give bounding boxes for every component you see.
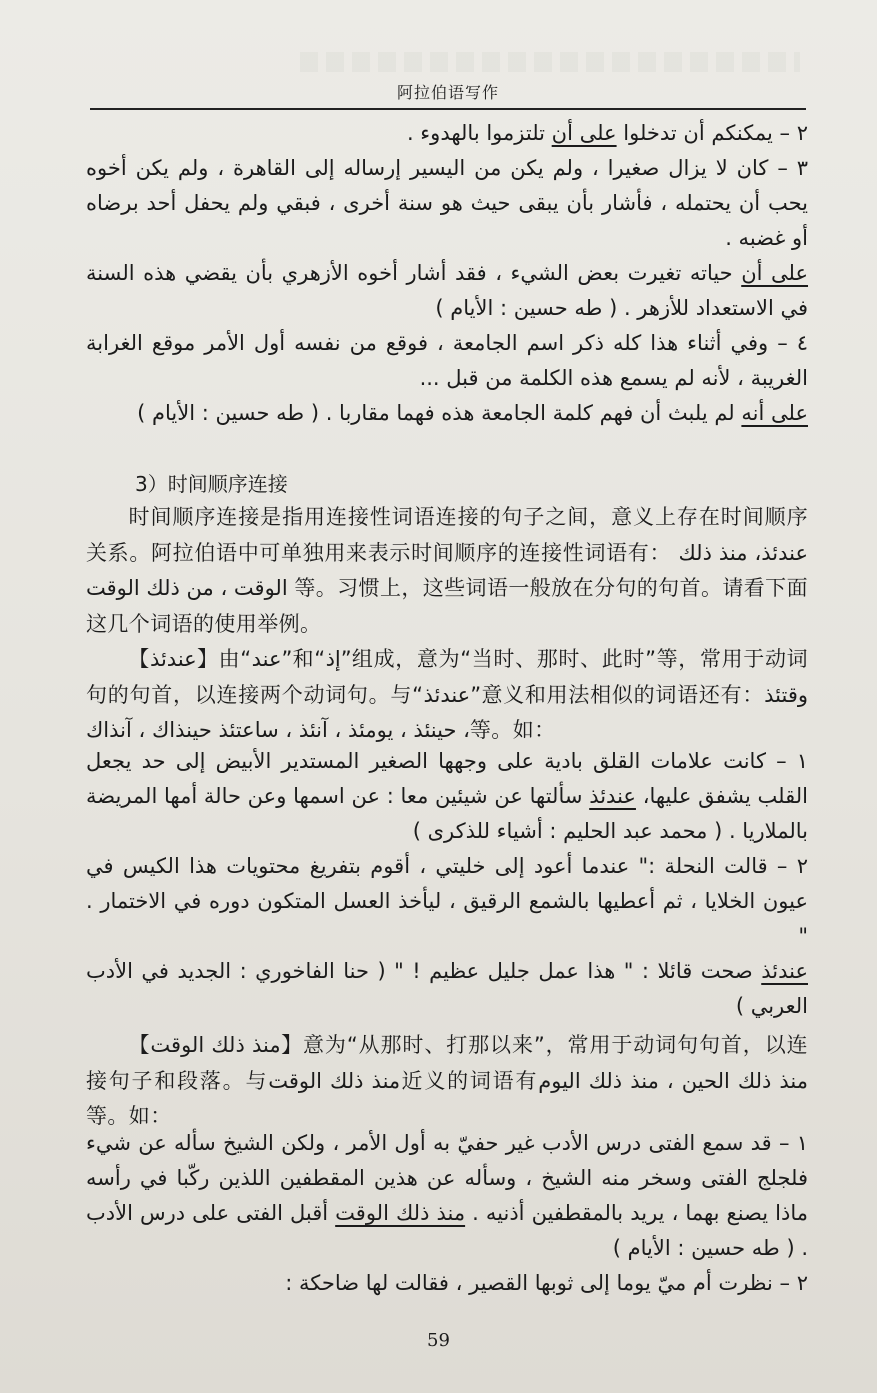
example-3-continuation: على أن حياته تغيرت بعض الشيء ، فقد أشار أخوه الأزهري بأن يقضي هذه السنة في الاستعداد للأزهر . ( طه حسين : الأيام ) <box>86 261 809 320</box>
example-2: ٢ – قالت النحلة :" عندما أعود إلى خليتي ، أقوم بتفريغ محتويات هذا الكيس في عيون الخلايا ، ثم أعطيها بالشمع الرقيق ، ليأخذ العسل المتكون دوره في الاختمار . " <box>86 854 808 948</box>
term-keyword: 【عندئذ】 <box>128 647 219 671</box>
header-rule <box>90 108 806 110</box>
arabic-term: عندئذ، <box>754 540 808 565</box>
term-keyword: 【منذ ذلك الوقت】 <box>128 1033 304 1057</box>
example-4-continuation: على أنه لم يلبث أن فهم كلمة الجامعة هذه فهما مقاربا . ( طه حسين : الأيام ) <box>137 401 808 425</box>
running-header: 阿拉伯语写作 <box>396 83 499 102</box>
arabic-term: منذ ذلك الوقت ، من ذلك الوقت <box>86 540 748 600</box>
chinese-term-paragraph-2: 【منذ ذلك الوقت】意为“从那时、打那以来”，常用于动词句句首，以连接句子和段落。与منذ ذلك الوقت近义的词语有منذ ذلك الحين ، منذ ذلك اليوم等。如： <box>86 1033 809 1128</box>
arabic-examples-3 <box>86 1126 808 1301</box>
arabic-examples-2 <box>86 744 808 1024</box>
example-3: ٣ – كان لا يزال صغيرا ، ولم يكن من اليسير إرساله إلى القاهرة ، ولم يكن أخوه يحب أن يحتمله ، فأشار بأن يبقى حيث هو سنة أخرى ، فبقي ولم يحفل أحد برضاه أو غضبه . <box>86 156 808 250</box>
example-2: ٢ – نظرت أم ميّ يوما إلى ثوبها القصير ، فقالت لها ضاحكة : <box>285 1271 808 1295</box>
example-4: ٤ – وفي أثناء هذا كله ذكر اسم الجامعة ، فوقع من نفسه أول الأمر موقع الغرابة الغريبة ، لأنه لم يسمع هذه الكلمة من قبل ... <box>86 331 808 390</box>
chinese-term-paragraph-1: 【عندئذ】由“عند”和“إذ”组成，意为“当时、那时、此时”等，常用于动词句的句首，以连接两个动词句。与“عندئذ”意义和用法相似的词语还有：وقتئذ ، حينئذ ، يومئذ ، آنئذ ، ساعتئذ حينذاك ، آنذاك等。如： <box>86 647 809 742</box>
example-1: ١ – كانت علامات القلق بادية على وجهها الصغير المستدير الأبيض إلى حد يجعل القلب يشفق عليها، عندئذ سألتها عن شيئين معا : عن اسمها وعن حالة أمها المريضة بالملاريا . ( محمد عبد الحليم : أشياء للذكرى ) <box>86 749 808 843</box>
example-2: ٢ – يمكنكم أن تدخلوا على أن تلتزموا بالهدوء . <box>406 121 808 145</box>
bleed-through-text <box>300 52 800 72</box>
page-number: 59 <box>427 1330 450 1351</box>
section-heading: 3）时间顺序连接 <box>135 472 288 496</box>
example-2-continuation: عندئذ صحت قائلا : " هذا عمل جليل عظيم ! " ( حنا الفاخوري : الجديد في الأدب العربي ) <box>86 959 808 1018</box>
example-1: ١ – قد سمع الفتى درس الأدب غير حفيّ به أول الأمر ، ولكن الشيخ سأله عن شيء فلجلج الفتى وسخر منه الشيخ ، وسأله عن هذين المقطفين اللذين ركّبا في رأسه ماذا يصنع بهما ، يريد بالمقطفين أذنيه . منذ ذلك الوقت أقبل الفتى على درس الأدب . ( طه حسين : الأيام ) <box>86 1131 809 1260</box>
arabic-examples-1 <box>86 116 808 431</box>
chinese-intro-paragraph: 时间顺序连接是指用连接性词语连接的句子之间，意义上存在时间顺序关系。阿拉伯语中可单独用来表示时间顺序的连接性词语有： عندئذ، منذ ذلك الوقت ، من ذلك الوقت 等。习惯上，这些词语一般放在分句的句首。请看下面这几个词语的使用举例。 <box>86 505 808 636</box>
